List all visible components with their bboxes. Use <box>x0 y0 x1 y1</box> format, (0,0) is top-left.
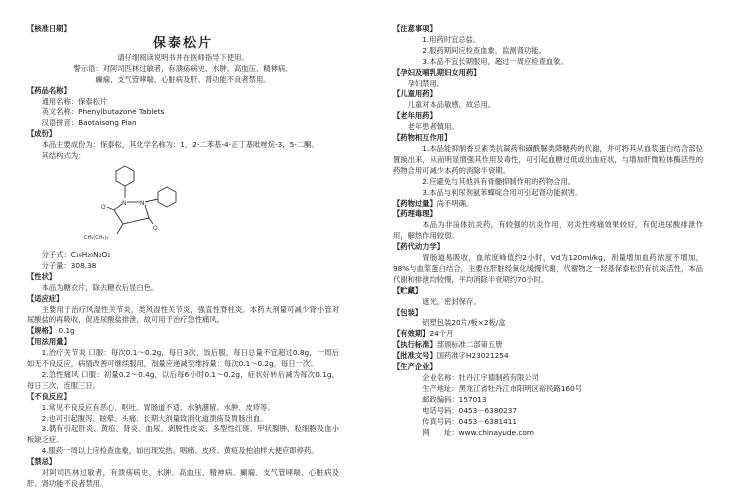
storage-heading: 【贮藏】 <box>393 285 423 295</box>
molecular-formula: 分子式：C₁₉H₂₀N₂O₂ <box>41 249 111 259</box>
overdose-text: 尚不明确。 <box>436 198 474 208</box>
precaution-item-1: 1.用药时宜忌盐。 <box>422 34 481 44</box>
butyl-chain-label: CH₃(CH₂)₃ <box>84 234 109 241</box>
appearance-heading: 【性状】 <box>27 271 57 281</box>
spec-row <box>27 326 339 337</box>
maker-postcode: 邮政编码：157013 <box>422 394 487 404</box>
warning-line-2: 癫痫、支气管哮喘、心脏病及肝、肾功能不良者禁用。 <box>95 74 271 84</box>
adverse-item-3: 3.偶有引起肝炎、黄疸、肾炎、血尿、剥脱性皮炎、多型性红斑、甲状腺肿、粒细胞及血小板缺乏症。 <box>27 424 339 445</box>
pinyin-name: 汉语拼音：Baotaisong Pian <box>41 118 137 128</box>
contraindications-heading: 【禁忌】 <box>27 457 57 467</box>
indications-heading: 【适应症】 <box>27 293 64 303</box>
oxygen-label-1: O <box>101 203 106 211</box>
standard-heading: 【执行标准】 <box>393 340 437 350</box>
notice: 请仔细阅读说明书并在医师指导下使用。 <box>117 52 249 62</box>
phenyl-ring-right <box>158 187 176 207</box>
pregnancy-heading: 【孕妇及哺乳期妇女用药】 <box>393 67 481 77</box>
precaution-item-2: 2.服药期间应检查血象，监测肾功能。 <box>422 45 546 55</box>
dosage-item-1: 1.治疗关节炎 口服：每次0.1～0.2g，每日3次，饭后服，每日总量不宜超过0.8g，一周后如无不良反应，病情改善可继续服用，剂量应递减至维持量：每次0.1～0.2g，每日一次。 <box>27 348 339 369</box>
interaction-item-3: 3.本品与利尿剂氨苯蝶啶合用可引起肾功能损害。 <box>422 187 583 197</box>
maker-fax: 传真号码：0453－6381411 <box>422 416 518 426</box>
pregnancy-text: 孕妇禁用。 <box>407 78 445 88</box>
oxygen-label-2: O <box>153 224 158 232</box>
interaction-item-1: 1.本品能抑制香豆素类抗凝药和磺酰脲类降糖药的代谢，并可将其从血浆蛋白结合部位置换出来，从而明显增强其作用及毒性，可引起血糖过低或出血症状，与增加肝微粒体酶活性的药物合用可减少本药的消除半衰期。 <box>393 143 703 175</box>
left-column <box>27 24 339 490</box>
name-heading: 【药品名称】 <box>27 85 71 95</box>
approval-text: 国药准字H23021254 <box>436 351 509 361</box>
contraindications-text: 对阿司匹林过敏者，有溃疡病史、水肿、高血压、精神病、癫痫、支气管哮喘、心脏病及肝、肾功能不良者禁用。 <box>27 468 339 488</box>
spec-heading: 【规格】 <box>27 326 57 336</box>
approval-heading: 【批准文号】 <box>393 351 437 361</box>
generic-name: 通用名称：保泰松片 <box>41 96 108 106</box>
nitrogen-label-2: N <box>140 199 145 207</box>
right-column <box>393 24 703 438</box>
package-text: 铝塑包装20片/板×2板/盒 <box>422 318 506 328</box>
package-heading: 【包装】 <box>393 307 423 317</box>
pk-heading: 【药代动力学】 <box>393 242 445 252</box>
adverse-item-2: 2.也可引起腹泻、眩晕、头痛、长期大剂量致消化道溃疡及胃肠出血。 <box>41 413 268 423</box>
pk-text: 胃肠道易吸收，血浓度峰值约2小时，Vd为120ml/kg，剂量增加血药浓度不增加，98%与血浆蛋白结合，主要在肝脏经氧化缓慢代谢，代谢物之一羟基保泰松仍有抗炎活性，本品代谢和排泄均较慢，平均消除半衰期约70小时。 <box>393 253 703 284</box>
maker-phone: 电话号码：0453－6380237 <box>422 405 518 415</box>
maker-website: 网 址：www.chinayude.com <box>422 427 534 437</box>
molecular-weight: 分子量：308.38 <box>41 260 97 270</box>
indications-text: 主要用于治疗风湿性关节炎，类风湿性关节炎，强直性脊柱炎。本药大剂量可减少肾小管对尿酸盐的再吸收，促进尿酸盐排泄，故可用于治疗急性痛风。 <box>27 304 339 325</box>
precautions-heading: 【注意事项】 <box>393 24 437 33</box>
approval-row <box>393 351 703 362</box>
english-name: 英文名称：Phenylbutazone Tablets <box>41 107 165 117</box>
adverse-item-4: 4.服药一周以上应检查血象，如出现发热、咽痛、皮疹、黄疸及柏油样大便应即停药。 <box>41 446 319 456</box>
composition-text: 本品主要成份为：保泰松，其化学名称为：1，2-二苯基-4-正丁基吡唑烷-3，5-二酮。 <box>41 140 319 150</box>
composition-heading: 【成份】 <box>27 129 57 139</box>
spec-value: 0.1g <box>56 326 75 336</box>
chemical-structure <box>67 164 197 246</box>
maker-address: 生产地址：黑龙江省牡丹江市阳明区裕民路160号 <box>422 383 583 393</box>
validity-heading: 【有效期】 <box>393 329 430 339</box>
children-text: 儿童对本品敏感，故忌用。 <box>407 100 496 110</box>
drug-title: 保泰松片 <box>152 35 213 51</box>
dosage-item-2: 2.急性痛风 口服：初量0.2～0.4g，以后每6小时0.1～0.2g，症状好转后减为每次0.1g，每日三次，连服三日。 <box>27 369 339 390</box>
children-heading: 【儿童用药】 <box>393 89 437 99</box>
storage-text: 遮光，密封保存。 <box>422 296 481 306</box>
interaction-item-2: 2.应避免与其他具有骨髓抑制作用的药物合用。 <box>422 176 576 186</box>
maker-heading: 【生产企业】 <box>393 362 437 372</box>
validity-row <box>393 329 703 340</box>
dosage-heading: 【用法用量】 <box>27 337 71 347</box>
adverse-item-1: 1.常见不良反应有恶心、呕吐、胃肠道不适、水钠潴留、水肿、皮疹等。 <box>41 402 275 412</box>
appearance-text: 本品为糖衣片，除去糖衣后显白色。 <box>41 282 159 292</box>
nitrogen-label-1: N <box>122 199 127 207</box>
pharmacology-text: 本品为非甾体抗炎药，有较强的抗炎作用，对炎性疼痛效果较好，有促进尿酸排泄作用，解热作用较弱。 <box>393 220 703 241</box>
interaction-heading: 【药物相互作用】 <box>393 133 452 143</box>
pharmacology-heading: 【药理毒理】 <box>393 209 437 219</box>
standard-row <box>393 340 703 351</box>
standard-text: 部颁标准二部第五册 <box>436 340 503 350</box>
precaution-item-3: 3.本品不宜长期服用，超过一周应检查血象。 <box>422 56 568 66</box>
elderly-heading: 【老年用药】 <box>393 111 437 121</box>
validity-text: 24个月 <box>429 329 454 339</box>
approval-date-heading: 【核准日期】 <box>27 24 71 33</box>
elderly-text: 老年患者慎用。 <box>407 122 459 132</box>
maker-name: 企业名称：牡丹江宇德制药有限公司 <box>422 373 539 382</box>
overdose-row <box>393 199 703 210</box>
phenyl-ring-top <box>116 166 134 186</box>
structure-caption: 其结构式为： <box>41 151 86 161</box>
warning-line-1: 警示语：对阿司匹林过敏者，有溃疡病史、水肿、高血压、精神病、 <box>73 63 293 73</box>
overdose-heading: 【药物过量】 <box>393 198 437 208</box>
adverse-heading: 【不良反应】 <box>27 391 71 401</box>
